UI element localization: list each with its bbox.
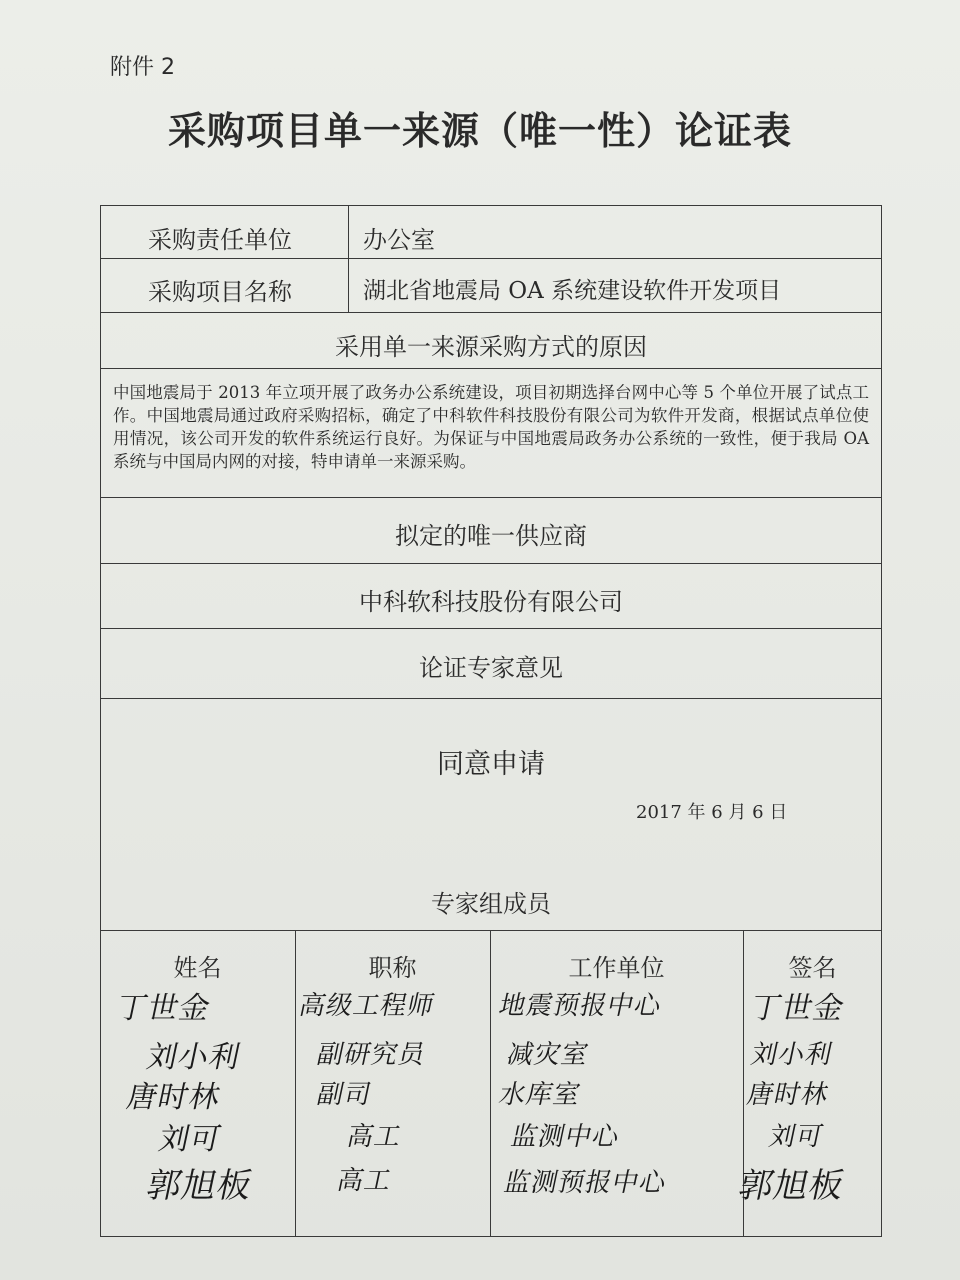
row-divider <box>100 312 882 313</box>
opinion-date: 2017 年 6 月 6 日 <box>636 802 788 823</box>
project-value: 湖北省地震局 OA 系统建设软件开发项目 <box>363 278 782 304</box>
supplier-value: 中科软科技股份有限公司 <box>359 588 623 616</box>
column-header-title: 职称 <box>368 954 417 982</box>
experts-title: 专家组成员 <box>431 890 551 918</box>
row-divider <box>100 930 882 931</box>
column-divider <box>348 205 349 312</box>
expert-unit: 水库室 <box>496 1080 584 1110</box>
row-divider <box>100 698 882 699</box>
expert-signature: 丁世金 <box>747 991 848 1026</box>
expert-title: 高级工程师 <box>296 991 438 1021</box>
expert-unit: 监测预报中心 <box>501 1168 670 1198</box>
reason-text: 中国地震局于 2013 年立项开展了政务办公系统建设，项目初期选择台网中心等 5 个单位开展了试点工作。中国地震局通过政府采购招标，确定了中科软件科技股份有限公司为软件开发商，根据试点单位使用情况，该公司开发的软件系统运行良好。为保证与中国地震局政务办公系统的一致性，便于我局 OA 系统与中国局内网的对接，特申请单一来源采购。 <box>113 383 869 471</box>
expert-unit: 地震预报中心 <box>496 991 665 1021</box>
expert-signature: 郭旭板 <box>735 1166 849 1206</box>
expert-title: 副研究员 <box>314 1040 429 1070</box>
expert-title: 高工 <box>334 1166 395 1196</box>
expert-unit: 减灾室 <box>504 1040 592 1070</box>
expert-signature: 唐时林 <box>744 1080 832 1110</box>
expert-name: 刘可 <box>155 1122 225 1157</box>
project-label: 采购项目名称 <box>148 278 292 306</box>
expert-title: 副司 <box>314 1080 375 1110</box>
expert-name: 郭旭板 <box>143 1166 257 1206</box>
row-divider <box>100 628 882 629</box>
expert-title: 高工 <box>344 1122 405 1152</box>
column-header-sign: 签名 <box>788 954 837 982</box>
expert-signature: 刘小利 <box>748 1040 836 1070</box>
column-header-name: 姓名 <box>173 954 222 982</box>
expert-name: 丁世金 <box>113 991 214 1026</box>
reason-title: 采用单一来源采购方式的原因 <box>335 333 647 361</box>
row-divider <box>100 368 882 369</box>
row-divider <box>100 563 882 564</box>
unit-label: 采购责任单位 <box>148 226 292 254</box>
document-title: 采购项目单一来源（唯一性）论证表 <box>167 108 792 153</box>
opinion-title: 论证专家意见 <box>419 654 563 682</box>
expert-name: 唐时林 <box>123 1080 224 1115</box>
column-header-unit: 工作单位 <box>568 954 665 982</box>
unit-value: 办公室 <box>363 226 435 254</box>
row-divider <box>100 258 882 259</box>
opinion-value: 同意申请 <box>437 749 545 780</box>
expert-name: 刘小利 <box>143 1040 244 1075</box>
supplier-title: 拟定的唯一供应商 <box>395 522 587 550</box>
row-divider <box>100 497 882 498</box>
expert-unit: 监测中心 <box>508 1122 623 1152</box>
attachment-label: 附件 2 <box>110 55 175 80</box>
expert-signature: 刘可 <box>766 1122 827 1152</box>
